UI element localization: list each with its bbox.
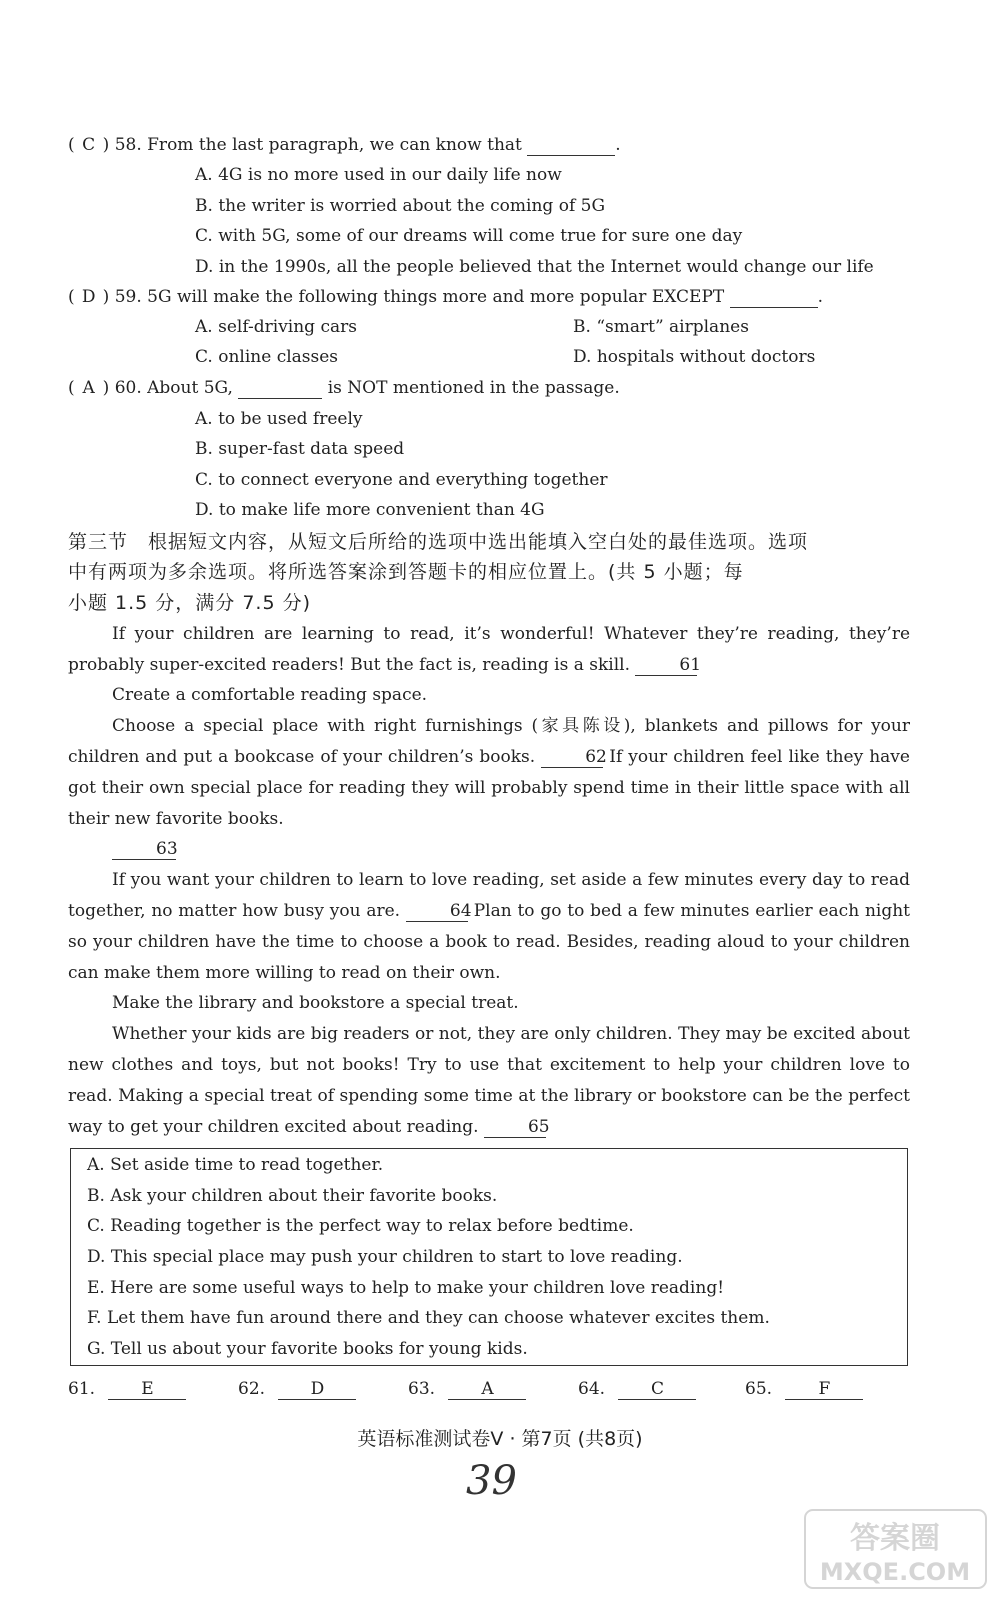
answer-65: 65. F <box>745 1378 863 1400</box>
choice-f: F. Let them have fun around there and they can choose whatever excites them. <box>87 1308 770 1328</box>
blank-64: 64 <box>406 901 468 922</box>
q60-option-b: B. super-fast data speed <box>195 439 405 459</box>
q60-stem: ( A ) 60. About 5G, is NOT mentioned in the passage. <box>68 378 620 398</box>
q58-answer: C <box>82 135 96 155</box>
passage-blank-63 <box>68 834 910 865</box>
q59-stem: ( D ) 59. 5G will make the following things more and more popular EXCEPT . <box>68 287 824 307</box>
choice-b: B. Ask your children about their favorite books. <box>87 1186 498 1206</box>
q59-option-c: C. online classes <box>195 347 339 367</box>
blank-61: 61 <box>635 655 697 676</box>
blank-63: 63 <box>112 839 176 860</box>
choice-a: A. Set aside time to read together. <box>87 1155 384 1175</box>
q58-stem: ( C ) 58. From the last paragraph, we can know that . <box>68 135 621 155</box>
choices-box <box>70 1148 908 1366</box>
q59-option-a: A. self-driving cars <box>195 317 357 337</box>
handwritten-page-number: 39 <box>466 1458 517 1504</box>
section3-instruction-line2: 中有两项为多余选项。将所选答案涂到答题卡的相应位置上。(共 5 小题；每 <box>68 561 744 583</box>
passage-paragraph-1: If your children are learning to read, it’s wonderful! Whatever they’re reading, they’re probably super-excited readers! But the fact is, reading is a skill. 61 <box>68 624 910 675</box>
choice-e: E. Here are some useful ways to help to make your children love reading! <box>87 1278 725 1298</box>
blank-65: 65 <box>484 1117 546 1138</box>
answer-62: 62. D <box>238 1378 356 1400</box>
q59-option-b: B. “smart” airplanes <box>573 317 749 337</box>
passage-heading-2: Make the library and bookstore a special treat. <box>112 993 519 1013</box>
watermark-logo <box>803 1508 988 1590</box>
q60-option-c: C. to connect everyone and everything together <box>195 470 608 490</box>
passage-paragraph-4: Whether your kids are big readers or not, they are only children. They may be excited about new clothes and toys, but not books! Try to use that excitement to help your children love to read. Making a special treat of spending some time at the library or bookstore can be the perfect way to get your children excited about reading. 65 <box>68 1024 910 1137</box>
watermark-line1: 答案圈 <box>850 1521 940 1556</box>
q59-answer: D <box>81 287 96 307</box>
choice-c: C. Reading together is the perfect way to relax before bedtime. <box>87 1216 634 1236</box>
answer-61: 61. E <box>68 1378 186 1400</box>
passage-paragraph-2: Choose a special place with right furnishings (家具陈设), blankets and pillows for your children and put a bookcase of your children’s books. 62 If your children feel like they have got their own special place for reading they will probably spend time in their little space with all their new favorite books. <box>68 716 910 829</box>
answer-63: 63. A <box>408 1378 526 1400</box>
q60-option-d: D. to make life more convenient than 4G <box>195 500 545 520</box>
q59-option-d: D. hospitals without doctors <box>573 347 816 367</box>
q58-option-c: C. with 5G, some of our dreams will come true for sure one day <box>195 226 743 246</box>
q60-answer: A <box>82 378 95 398</box>
watermark-line2: MXQE.COM <box>819 1558 971 1586</box>
section3-instruction-line3: 小题 1.5 分，满分 7.5 分) <box>68 592 312 614</box>
choice-g: G. Tell us about your favorite books for young kids. <box>87 1339 528 1359</box>
q58-option-b: B. the writer is worried about the coming of 5G <box>195 196 606 216</box>
choice-d: D. This special place may push your children to start to love reading. <box>87 1247 683 1267</box>
answer-64: 64. C <box>578 1378 696 1400</box>
page-footer: 英语标准测试卷V · 第7页 (共8页) <box>357 1428 643 1450</box>
passage-paragraph-3: If you want your children to learn to love reading, set aside a few minutes every day to read together, no matter how busy you are. 64 Plan to go to bed a few minutes earlier each night so your children have the time to choose a book to read. Besides, reading aloud to your children can make them more willing to read on their own. <box>68 870 911 983</box>
q58-option-d: D. in the 1990s, all the people believed that the Internet would change our life <box>195 257 874 277</box>
q60-option-a: A. to be used freely <box>195 409 363 429</box>
passage-heading-1: Create a comfortable reading space. <box>112 685 428 705</box>
section3-instruction-line1: 第三节 根据短文内容，从短文后所给的选项中选出能填入空白处的最佳选项。选项 <box>68 531 809 553</box>
q58-option-a: A. 4G is no more used in our daily life now <box>195 165 562 185</box>
blank-62: 62 <box>541 747 603 768</box>
